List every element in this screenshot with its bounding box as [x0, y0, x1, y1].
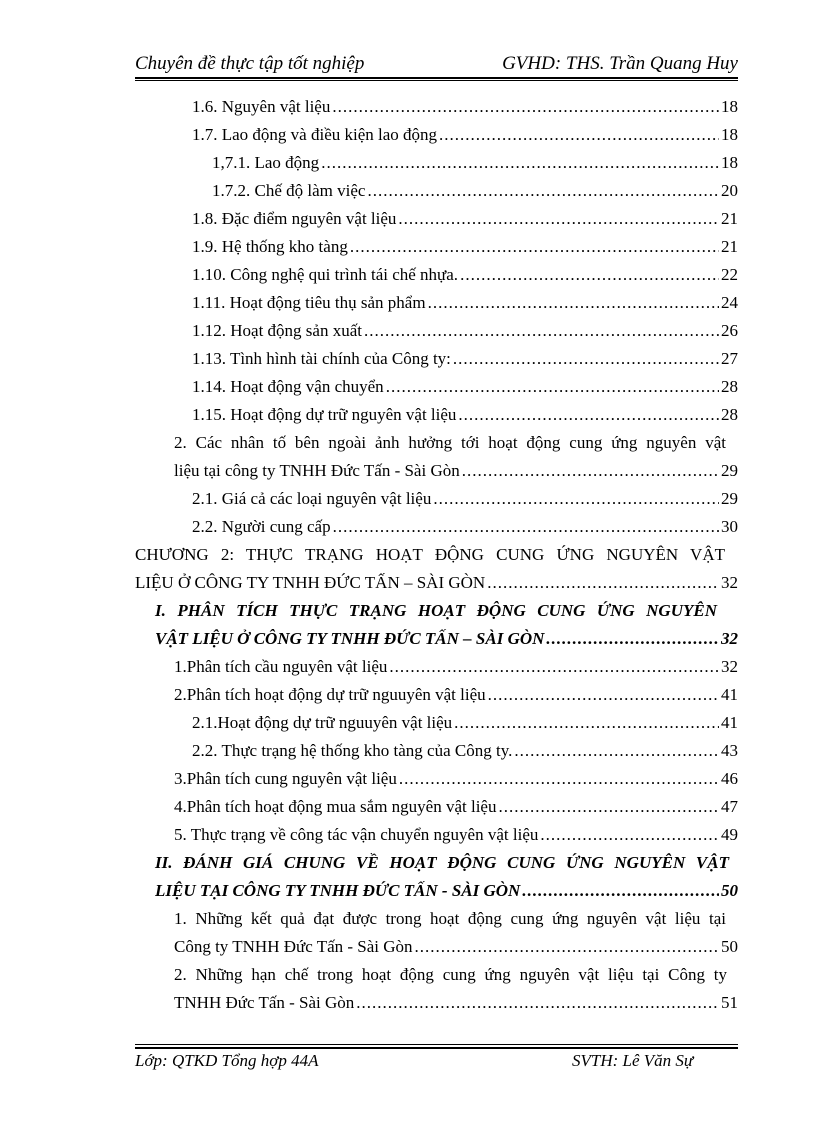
- toc-entry: [174, 655, 738, 679]
- toc-entry-title: LIỆU Ở CÔNG TY TNHH ĐỨC TẤN – SÀI GÒN: [135, 573, 486, 592]
- toc-entry: [192, 347, 738, 371]
- toc-leader: [487, 571, 719, 595]
- toc-entry: [174, 991, 738, 1015]
- toc-entry-page: 51: [721, 993, 738, 1012]
- toc-leader: [364, 319, 719, 343]
- chapter-heading-line: CHƯƠNG 2: THỰC TRẠNG HOẠT ĐỘNG CUNG ỨNG NGUYÊN VẬT: [135, 545, 725, 564]
- toc-entry-title: VẬT LIỆU Ở CÔNG TY TNHH ĐỨC TẤN – SÀI GÒN: [155, 629, 545, 648]
- toc-entry: [174, 823, 738, 847]
- toc-entry-title: 1.13. Tình hình tài chính của Công ty:: [192, 349, 451, 368]
- footer-divider: [135, 1047, 738, 1049]
- toc-entry-title: 1.Phân tích cầu nguyên vật liệu: [174, 657, 388, 676]
- toc-entry-title: 1.12. Hoạt động sản xuất: [192, 321, 362, 340]
- toc-leader: [488, 683, 719, 707]
- toc-entry-title: Công ty TNHH Đức Tấn - Sài Gòn: [174, 937, 413, 956]
- toc-leader: [367, 179, 719, 203]
- toc-entry: [212, 179, 738, 203]
- toc-entry-title: 1.9. Hệ thống kho tàng: [192, 237, 348, 256]
- toc-entry-page: 21: [721, 209, 738, 228]
- toc-entry-title: 1.14. Hoạt động vận chuyển: [192, 377, 384, 396]
- toc-leader: [399, 767, 719, 791]
- toc-leader: [398, 207, 719, 231]
- toc-entry-page: 32: [721, 629, 738, 648]
- toc-entry: [192, 263, 738, 287]
- toc-entry-title: liệu tại công ty TNHH Đức Tấn - Sài Gòn: [174, 461, 460, 480]
- header-course-title: Chuyên đề thực tập tốt nghiệp: [135, 53, 365, 74]
- toc-entry-title: 2.1.Hoạt động dự trữ nguuyên vật liệu: [192, 713, 453, 732]
- toc-entry-page: 41: [721, 685, 738, 704]
- toc-entry: [155, 627, 738, 651]
- toc-entry: [192, 319, 738, 343]
- toc-entry: [174, 683, 738, 707]
- toc-leader: [454, 711, 719, 735]
- toc-leader: [386, 375, 719, 399]
- toc-entry: [192, 291, 738, 315]
- toc-entry: [192, 95, 738, 119]
- toc-entry-page: 26: [721, 321, 738, 340]
- toc-entry-page: 50: [721, 937, 738, 956]
- toc-entry: [192, 403, 738, 427]
- toc-entry-title: 1.7. Lao động và điều kiện lao động: [192, 125, 438, 144]
- toc-leader: [498, 795, 719, 819]
- toc-entry-page: 18: [721, 153, 738, 172]
- toc-leader: [415, 935, 719, 959]
- toc-leader: [522, 879, 719, 903]
- toc-entry-page: 28: [721, 405, 738, 424]
- section-heading-line: II. ĐÁNH GIÁ CHUNG VỀ HOẠT ĐỘNG CUNG ỨNG NGUYÊN VẬT: [155, 853, 729, 872]
- toc-entry-title: 5. Thực trạng về công tác vận chuyển nguyên vật liệu: [174, 825, 539, 844]
- toc-entry-title: 3.Phân tích cung nguyên vật liệu: [174, 769, 397, 788]
- toc-entry-title: TNHH Đức Tấn - Sài Gòn: [174, 993, 355, 1012]
- toc-entry-page: 46: [721, 769, 738, 788]
- toc-entry: [174, 767, 738, 791]
- toc-entry-title: 1.11. Hoạt động tiêu thụ sản phẩm: [192, 293, 426, 312]
- toc-entry-title: 2.2. Người cung cấp: [192, 517, 331, 536]
- toc-entry-page: 32: [721, 573, 738, 592]
- toc-entry: [135, 571, 738, 595]
- toc-entry-title: 2.Phân tích hoạt động dự trữ nguuyên vật liệu: [174, 685, 486, 704]
- toc-entry-title: 1.8. Đặc điểm nguyên vật liệu: [192, 209, 397, 228]
- footer-divider-thin: [135, 1044, 738, 1045]
- toc-entry-page: 29: [721, 461, 738, 480]
- footer-class: Lớp: QTKD Tổng hợp 44A: [135, 1051, 319, 1070]
- toc-entry-title: LIỆU TẠI CÔNG TY TNHH ĐỨC TẤN - SÀI GÒN: [155, 881, 521, 900]
- toc-entry-page: 49: [721, 825, 738, 844]
- footer-student: SVTH: Lê Văn Sự: [572, 1051, 694, 1070]
- toc-entry-title: 1.6. Nguyên vật liệu: [192, 97, 331, 116]
- toc-leader: [350, 235, 719, 259]
- toc-entry-title: 1.10. Công nghệ qui trình tái chế nhựa.: [192, 265, 459, 284]
- toc-leader: [333, 515, 719, 539]
- toc-leader: [546, 627, 719, 651]
- toc-entry-line: 1. Những kết quả đạt được trong hoạt động cung ứng nguyên vật liệu tại: [174, 909, 726, 928]
- toc-entry-page: 24: [721, 293, 738, 312]
- toc-entry: [212, 151, 738, 175]
- toc-leader: [514, 739, 719, 763]
- toc-leader: [389, 655, 719, 679]
- toc-entry-page: 22: [721, 265, 738, 284]
- toc-entry: [192, 375, 738, 399]
- toc-entry-page: 28: [721, 377, 738, 396]
- toc-entry-title: 4.Phân tích hoạt động mua sắm nguyên vật liệu: [174, 797, 497, 816]
- toc-leader: [356, 991, 719, 1015]
- toc-entry-page: 32: [721, 657, 738, 676]
- toc-entry: [192, 739, 738, 763]
- toc-entry: [192, 515, 738, 539]
- toc-entry-page: 47: [721, 797, 738, 816]
- header-advisor: GVHD: THS. Trần Quang Huy: [502, 53, 738, 74]
- toc-entry: [192, 123, 738, 147]
- toc-entry-title: 2.2. Thực trạng hệ thống kho tàng của Công ty.: [192, 741, 513, 760]
- toc-leader: [433, 487, 719, 511]
- toc-entry-title: 1,7.1. Lao động: [212, 153, 320, 172]
- toc-entry-page: 30: [721, 517, 738, 536]
- toc-leader: [453, 347, 719, 371]
- toc-entry: [174, 459, 738, 483]
- toc-entry-title: 2.1. Giá cả các loại nguyên vật liệu: [192, 489, 432, 508]
- toc-leader: [332, 95, 719, 119]
- toc-entry-page: 21: [721, 237, 738, 256]
- toc-entry-line: 2. Những hạn chế trong hoạt động cung ứng nguyên vật liệu tại Công ty: [174, 965, 727, 984]
- toc-entry: [174, 795, 738, 819]
- toc-leader: [428, 291, 719, 315]
- toc-entry: [192, 487, 738, 511]
- toc-leader: [460, 263, 719, 287]
- toc-leader: [458, 403, 719, 427]
- toc-entry-title: 1.7.2. Chế độ làm việc: [212, 181, 366, 200]
- toc-entry-page: 27: [721, 349, 738, 368]
- toc-leader: [462, 459, 719, 483]
- toc-entry-page: 41: [721, 713, 738, 732]
- toc-entry: [192, 711, 738, 735]
- toc-entry: [155, 879, 738, 903]
- toc-entry-title: 1.15. Hoạt động dự trữ nguyên vật liệu: [192, 405, 457, 424]
- toc-entry-page: 18: [721, 97, 738, 116]
- toc-entry-page: 29: [721, 489, 738, 508]
- toc-entry-page: 43: [721, 741, 738, 760]
- section-heading-line: I. PHÂN TÍCH THỰC TRẠNG HOẠT ĐỘNG CUNG ỨNG NGUYÊN: [155, 601, 717, 620]
- toc-entry: [192, 235, 738, 259]
- toc-leader: [321, 151, 719, 175]
- toc-entry-page: 20: [721, 181, 738, 200]
- toc-entry-page: 50: [721, 881, 738, 900]
- toc-entry-line: 2. Các nhân tố bên ngoài ảnh hưởng tới hoạt động cung ứng nguyên vật: [174, 433, 726, 452]
- toc-leader: [540, 823, 719, 847]
- toc-entry: [192, 207, 738, 231]
- toc-leader: [439, 123, 719, 147]
- toc-entry-page: 18: [721, 125, 738, 144]
- toc-entry: [174, 935, 738, 959]
